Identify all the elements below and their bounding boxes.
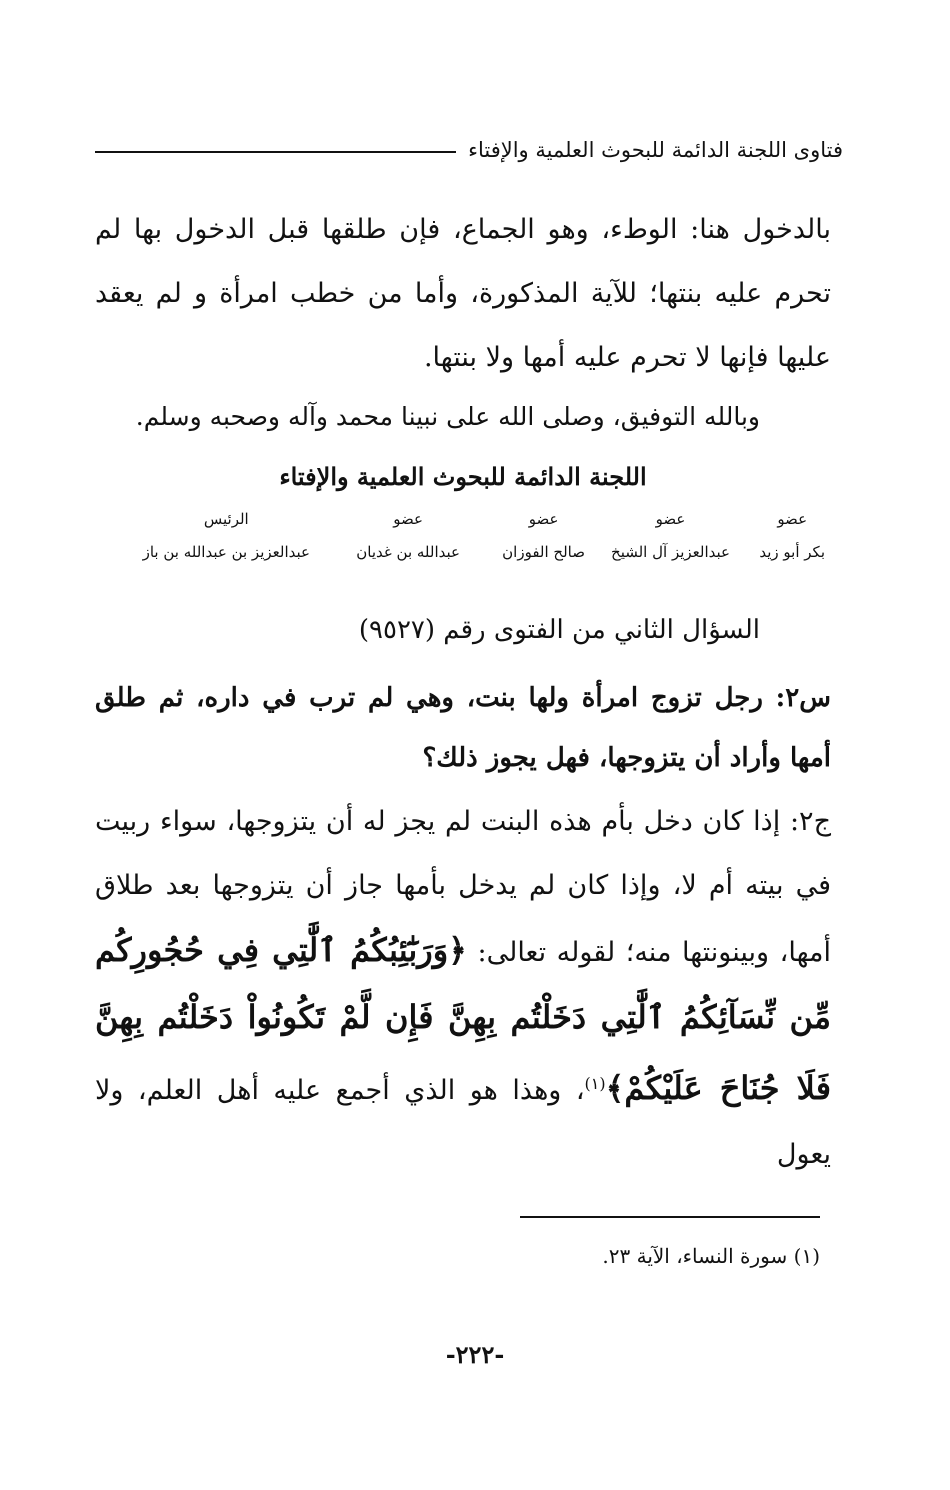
- running-header: [95, 128, 843, 172]
- committee-title: اللجنة الدائمة للبحوث العلمية والإفتاء: [279, 462, 647, 491]
- signer-2: [611, 506, 730, 572]
- signer-role: عضو: [777, 510, 808, 528]
- footnote-text: (١) سورة النساء، الآية ٢٣.: [602, 1244, 820, 1268]
- signer-name: عبدالعزيز بن عبدالله بن باز: [142, 543, 310, 561]
- signer-role: عضو: [528, 510, 559, 528]
- signer-3: [502, 506, 585, 572]
- signer-1: [759, 506, 825, 572]
- quran-verse: ﴿وَرَبَٰٓئِبُكُمُ ٱلَّٰتِي فِي حُجُورِكُم مِّن نِّسَآئِكُمُ ٱلَّٰتِي دَخَلْتُم بِهِنَّ فَإِن لَّمْ تَكُونُواْ دَخَلْتُم بِهِنَّ فَلَا جُنَاحَ عَلَيْكُمْ﴾: [95, 931, 832, 1107]
- signer-name: عبدالله بن غديان: [356, 543, 460, 561]
- header-rule: [95, 151, 456, 153]
- signers-block: [110, 506, 825, 586]
- signer-name: بكر أبو زيد: [759, 543, 825, 561]
- closing-prayer: وبالله التوفيق، وصلى الله على نبينا محمد وآله وصحبه وسلم.: [135, 402, 760, 431]
- signer-name: صالح الفوزان: [502, 543, 585, 561]
- answer-continuation: ، وهذا هو الذي أجمع عليه أهل العلم، ولا يعول: [95, 1075, 831, 1170]
- header-title: فتاوى اللجنة الدائمة للبحوث العلمية والإفتاء: [468, 138, 843, 162]
- question-reference: السؤال الثاني من الفتوى رقم (٩٥٢٧): [358, 615, 760, 645]
- footnote-marker: (١): [584, 1074, 606, 1093]
- footnote-rule: [520, 1216, 820, 1218]
- signer-4: [356, 506, 460, 572]
- signer-role: عضو: [655, 510, 686, 528]
- signer-role: عضو: [393, 510, 423, 528]
- answer-intro: ج٢: إذا كان دخل بأم هذه البنت لم يجز له أن يتزوجها، سواء ربيت في بيته أم لا، وإذا كان لم يدخل بأمها جاز أن يتزوجها بعد طلاق أمها، وبينونتها منه؛ لقوله تعالى:: [95, 806, 831, 968]
- signer-name: عبدالعزيز آل الشيخ: [611, 543, 730, 561]
- question-text: س٢: رجل تزوج امرأة ولها بنت، وهي لم ترب في داره، ثم طلق أمها وأراد أن يتزوجها، فهل يجوز ذلك؟: [95, 683, 831, 773]
- answer-paragraph: [95, 790, 831, 1187]
- paragraph-1: بالدخول هنا: الوطء، وهو الجماع، فإن طلقها قبل الدخول بها لم تحرم عليه بنتها؛ للآية المذكورة، وأما من خطب امرأة و لم يعقد عليها فإنها لا تحرم عليه أمها ولا بنتها.: [95, 214, 831, 373]
- signer-5: [143, 506, 310, 572]
- signer-role: الرئيس: [203, 510, 249, 528]
- page-number: -٢٢٢-: [445, 1340, 505, 1369]
